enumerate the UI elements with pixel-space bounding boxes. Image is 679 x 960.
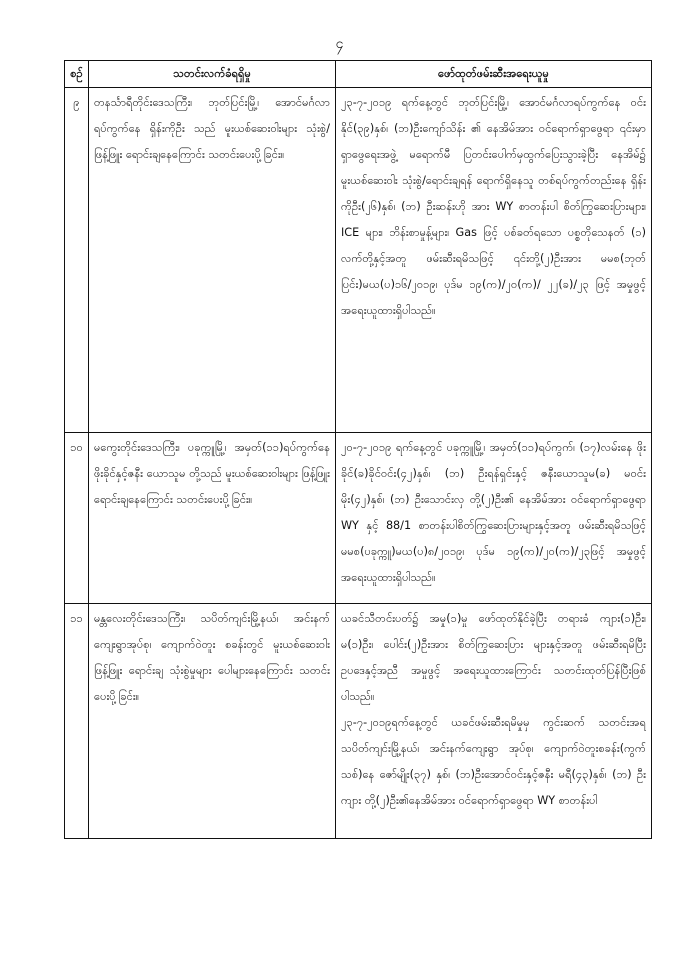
row-action-text: ယခင်သီတင်းပတ်၌ အမှု(၁)မှု ဖော်ထုတ်နိုင်ခဲ့ပြီး တရားခံ ကျား(၁)ဦး၊ မ(၁)ဦး၊ ပေါင်း(၂)ဦးအား စိတ်ကြွဆေးပြား များနှင့်အတူ ဖမ်းဆီးရမိပြီး ဥပဒေနှင့်အညီ အမှုဖွင့် အရေးယူထားကြောင်း သတင်းထုတ်ပြန်ပြီးဖြစ်ပါသည်။ <box>341 612 646 703</box>
row-action-text: ၂၃-၇-၂၀၁၉ရက်နေ့တွင် ယခင်ဖမ်းဆီးရမိမှုမှ ကွင်းဆက် သတင်းအရ သပိတ်ကျင်းမြို့နယ်၊ အင်းနက်ကျေးရွာ အုပ်စု၊ ကျောက်ဝဲတူးစခန်း(ကွက်သစ်)နေ ဇော်မျိုး(၃၇) နှစ်၊ (ဘ)ဦးအောင်ဝင်းနှင့်ဇနီး မရီ(၄၃)နှစ်၊ (ဘ) ဦးကျား တို့(၂)ဦး၏နေအိမ်အား ဝင်ရောက်ရှာဖွေရာ WY စာတန်းပါ <box>341 716 646 807</box>
row-news-text: မန္တလေးတိုင်းဒေသကြီး၊ သပိတ်ကျင်းမြို့နယ်၊ အင်းနက်ကျေးရွာအုပ်စု၊ ကျောက်ဝဲတူး စခန်းတွင် မူးယစ်ဆေးဝါးဖြန့်ဖြူး ရောင်းချ သုံးစွဲမှုများ ပေါများနေကြောင်း သတင်း ပေးပို့ခြင်း။ <box>89 604 336 839</box>
row-news-text: မကွေးတိုင်းဒေသကြီး၊ ပခုက္ကူမြို့၊ အမှတ်(၁၁)ရပ်ကွက်နေ ဖိုးခိုင်နှင့်ဇနီး ယောသူမ တို့သည် မူးယစ်ဆေးဝါးများ ဖြန့်ဖြူး ရောင်းချနေကြောင်း သတင်းပေးပို့ခြင်း။ <box>89 433 336 604</box>
page-number: ၄ <box>335 36 344 52</box>
table-row <box>65 88 652 433</box>
header-action-taken: ဖော်ထုတ်ဖမ်းဆီးအရေးယူမှု <box>336 61 652 88</box>
row-serial-no: ၁၁ <box>65 604 89 839</box>
table-row <box>65 433 652 604</box>
row-serial-no: ၁၀ <box>65 433 89 604</box>
row-action-text: ၂၀-၇-၂၀၁၉ ရက်နေ့တွင် ပခုက္ကူမြို့၊ အမှတ်(၁၁)ရပ်ကွက်၊ (၁၇)လမ်းနေ ဖိုးခိုင်(ခ)ခိုင်ဝင်း(၄၂)နှစ်၊ (ဘ) ဦးရန်ရှင်းနှင့် ဇနီးယောသူမ(ခ) မဝင်းမိုး(၄၂)နှစ်၊ (ဘ) ဦးသောင်းလှ တို့(၂)ဦး၏ နေအိမ်အား ဝင်ရောက်ရှာဖွေရာ WY နှင့် 88/1 စာတန်းပါစိတ်ကြွဆေးပြားများနှင့်အတူ ဖမ်းဆီးရမိသဖြင့် မမစ(ပခုက္ကူ)မယ(ပ)၈/၂၀၁၉၊ ပုဒ်မ ၁၉(က)/၂၀(က)/၂၃ဖြင့် အမှုဖွင့် အရေးယူထားရှိပါသည်။ <box>341 441 646 584</box>
row-action-cell <box>336 88 652 433</box>
row-action-text: ၂၃-၇-၂၀၁၉ ရက်နေ့တွင် ဘုတ်ပြင်းမြို့၊ အောင်မင်္ဂလာရပ်ကွက်နေ ဝင်းနိုင်(၃၉)နှစ်၊ (ဘ)ဦးကျော်သိန်း ၏ နေအိမ်အား ဝင်ရောက်ရှာဖွေရာ ၎င်းမှာ ရှာဖွေရေးအဖွဲ့ မရောက်မီ ပြတင်းပေါက်မှထွက်ပြေးသွားခဲ့ပြီး နေအိမ်၌ မူးယစ်ဆေးဝါး သုံးစွဲ/ရောင်းချရန် ရောက်ရှိနေသူ တစ်ရပ်ကွက်တည်းနေ ရှိန်းကိုဦး(၂၆)နှစ်၊ (ဘ) ဦးဆန်းဟို အား WY စာတန်းပါ စိတ်ကြွဆေးပြားများ၊ ICE များ၊ ဘိန်းစာမှုန့်များ၊ Gas ဖြင့် ပစ်ခတ်ရသော ပစ္စတိုသေနတ် (၁) လက်တို့နှင့်အတူ ဖမ်းဆီးရမိသဖြင့် ၎င်းတို့(၂)ဦးအား မမစ(ဘုတ်ပြင်း)မယ(ပ)၁၆/၂၀၁၉၊ ပုဒ်မ ၁၉(က)/၂၀(က)/ ၂၂(ခ)/၂၃ ဖြင့် အမှုဖွင့် အရေးယူထားရှိပါသည်။ <box>341 96 646 317</box>
row-news-text: တနင်္သာရီတိုင်းဒေသကြီး၊ ဘုတ်ပြင်းမြို့၊ အောင်မင်္ဂလာရပ်ကွက်နေ ရှိန်းကိုဦး သည် မူးယစ်ဆေးဝါးများ သုံးစွဲ/ဖြန့်ဖြူး ရောင်းချနေကြောင်း သတင်းပေးပို့ခြင်း။ <box>89 88 336 433</box>
row-action-cell <box>336 433 652 604</box>
report-table <box>64 60 652 839</box>
header-news-received: သတင်းလက်ခံရရှိမှု <box>89 61 336 88</box>
table-header-row <box>65 61 652 88</box>
row-serial-no: ၉ <box>65 88 89 433</box>
table-row <box>65 604 652 839</box>
header-serial-no: စဉ် <box>65 61 89 88</box>
row-action-cell <box>336 604 652 839</box>
